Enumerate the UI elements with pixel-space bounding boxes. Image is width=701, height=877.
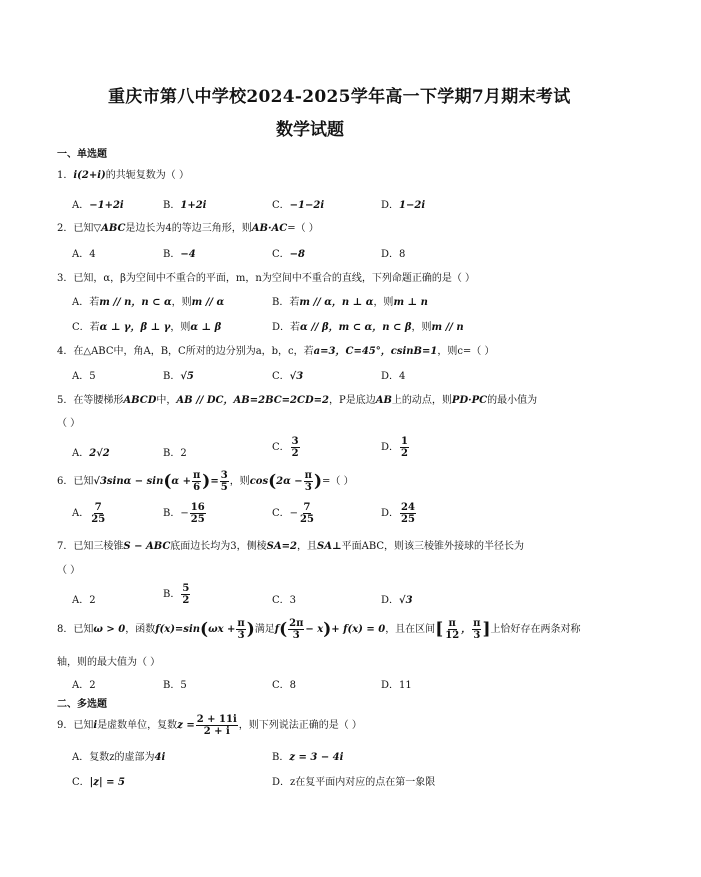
q9-option-b[interactable]: B．z = 3 − 4i xyxy=(272,752,344,763)
question-3: 3．已知，α，β为空间中不重合的平面，m，n为空间中不重合的直线，下列命题正确的是（ ） xyxy=(57,273,476,284)
q4-option-a[interactable]: A．5 xyxy=(72,371,96,382)
q5-option-c[interactable]: C． $\frac{3}{2}$ xyxy=(272,436,299,459)
q9-option-a[interactable]: A．复数z的虚部为4i xyxy=(72,752,166,763)
q6-option-c[interactable]: C．− $\frac{7}{25}$ xyxy=(272,502,314,525)
q9-option-d[interactable]: D．z在复平面内对应的点在第一象限 xyxy=(272,777,436,788)
q4-option-c[interactable]: C．√3 xyxy=(272,371,304,382)
q2-option-b[interactable]: B．−4 xyxy=(163,249,196,260)
q1-number: 1． xyxy=(57,170,74,181)
q8-option-a[interactable]: A．2 xyxy=(72,680,96,691)
q8-continuation: 轴，则的最大值为（ ） xyxy=(57,657,161,668)
q1-text: 的共轭复数为（ ） xyxy=(105,170,189,181)
q1-option-c[interactable]: C．−1−2i xyxy=(272,200,325,211)
section-single-choice: 一、单选题 xyxy=(57,149,107,160)
q7-option-b[interactable]: B． $\frac{5}{2}$ xyxy=(163,583,190,606)
question-8: 8．已知ω > 0，函数f(x)=sin(ωx + $\frac{\pi}{3}$ )满足f( $\frac{2\pi}{3}$ − x)+ f(x) = 0，且在区间[ $\frac{\pi}{12}$ ， $\frac{\pi}{3}$ ]上恰好存在两条对称 xyxy=(57,618,581,641)
q9-option-c[interactable]: C．|z| = 5 xyxy=(72,777,125,788)
exam-title: 重庆市第八中学校2024-2025学年高一下学期7月期末考试 xyxy=(108,87,571,107)
q7-continuation: （ ） xyxy=(57,565,81,576)
q3-option-a[interactable]: A．若m // n，n ⊂ α，则m // α xyxy=(72,297,225,308)
q5-option-b[interactable]: B．2 xyxy=(163,448,187,459)
q2-vector-expr: AB·AC xyxy=(251,223,288,234)
q2-option-d[interactable]: D．8 xyxy=(381,249,406,260)
question-6: 6．已知√3sinα − sin(α + $\frac{\pi}{6}$ )= $\frac{3}{5}$ ，则cos(2α − $\frac{\pi}{3}$ )=（ ） xyxy=(57,470,354,493)
question-4: 4．在△ABC中，角A，B，C所对的边分别为a，b，c，若a=3，C=45°，csinB=1，则c=（ ） xyxy=(57,346,495,357)
q5-c-fraction: $\frac{3}{2}$ xyxy=(291,436,299,459)
q6-option-d[interactable]: D． $\frac{24}{25}$ xyxy=(381,502,415,525)
q1-option-d[interactable]: D．1−2i xyxy=(381,200,426,211)
q1-expression: i(2+i) xyxy=(73,170,106,181)
q3-option-b[interactable]: B．若m // α，n ⊥ α，则m ⊥ n xyxy=(272,297,428,308)
q5-option-d[interactable]: D． $\frac{1}{2}$ xyxy=(381,436,408,459)
question-9: 9．已知i是虚数单位，复数z = $\frac{2 + 11i}{2 + i}$ ，则下列说法正确的是（ ） xyxy=(57,714,362,737)
question-1 xyxy=(57,166,189,181)
q2-option-a[interactable]: A．4 xyxy=(72,249,96,260)
q8-option-d[interactable]: D．11 xyxy=(381,680,412,691)
q5-continuation: （ ） xyxy=(57,418,81,429)
q2-triangle-expr: ▽ABC xyxy=(93,223,126,234)
q6-option-b[interactable]: B．− $\frac{16}{25}$ xyxy=(163,502,205,525)
q1-option-a[interactable]: A．−1+2i xyxy=(72,200,124,211)
question-7: 7．已知三棱锥S − ABC底面边长均为3，侧棱SA=2，且SA⊥平面ABC，则该三棱锥外接球的半径长为 xyxy=(57,541,525,552)
q2-option-c[interactable]: C．−8 xyxy=(272,249,305,260)
q1-option-b[interactable]: B．1+2i xyxy=(163,200,207,211)
q5-d-fraction: $\frac{1}{2}$ xyxy=(401,436,408,459)
question-5: 5．在等腰梯形ABCD中，AB // DC，AB=2BC=2CD=2，P是底边AB上的动点，则PD·PC的最小值为 xyxy=(57,395,538,406)
exam-subtitle: 数学试题 xyxy=(276,120,344,140)
q7-option-c[interactable]: C．3 xyxy=(272,595,297,606)
q4-option-b[interactable]: B．√5 xyxy=(163,371,194,382)
question-2: 2．已知▽ABC是边长为4的等边三角形，则AB·AC=（ ） xyxy=(57,223,319,234)
q7-option-a[interactable]: A．2 xyxy=(72,595,96,606)
q8-option-c[interactable]: C．8 xyxy=(272,680,297,691)
q8-option-b[interactable]: B．5 xyxy=(163,680,187,691)
section-multiple-choice: 二、多选题 xyxy=(57,699,107,710)
q3-option-c[interactable]: C．若α ⊥ γ，β ⊥ γ，则α ⊥ β xyxy=(72,322,222,333)
q5-option-a[interactable]: A．2√2 xyxy=(72,448,110,459)
q7-option-d[interactable]: D．√3 xyxy=(381,595,413,606)
q6-option-a[interactable]: A． $\frac{7}{25}$ xyxy=(72,502,106,525)
q4-option-d[interactable]: D．4 xyxy=(381,371,406,382)
q3-option-d[interactable]: D．若α // β，m ⊂ α，n ⊂ β，则m // n xyxy=(272,322,464,333)
